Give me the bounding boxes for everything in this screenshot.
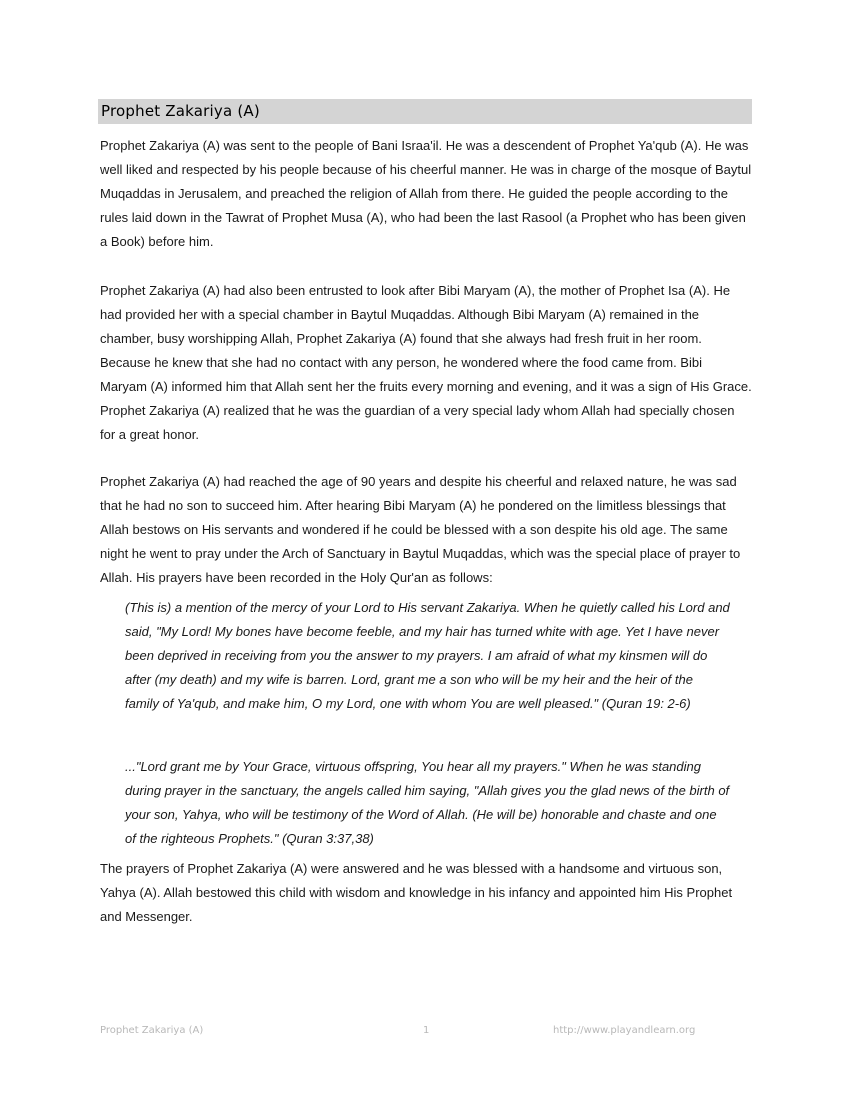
- quote-quran-19: (This is) a mention of the mercy of your Lord to His servant Zakariya. When he quietly called his Lord and said, "My Lord! My bones have become feeble, and my hair has turned white with age. Yet I have never been deprived in receiving from you the answer to my prayers. I am afraid of what my kinsmen will do after (my death) and my wife is barren. Lord, grant me a son who will be my heir and the heir of the family of Ya'qub, and make him, O my Lord, one with whom You are well pleased." (Quran 19: 2-6): [125, 600, 730, 711]
- footer-title: Prophet Zakariya (A): [100, 1025, 204, 1036]
- paragraph-answered: The prayers of Prophet Zakariya (A) were answered and he was blessed with a handsome and virtuous son, Yahya (A). Allah bestowed this child with wisdom and knowledge in his infancy and appointed him His Prophet and Messenger.: [100, 861, 733, 924]
- title-bar: [98, 99, 752, 124]
- quote-quran-3: ..."Lord grant me by Your Grace, virtuous offspring, You hear all my prayers." When he was standing during prayer in the sanctuary, the angels called him saying, "Allah gives you the glad news of the birth of your son, Yahya, who will be testimony of the Word of Allah. (He will be) honorable and chaste and one of the righteous Prophets." (Quran 3:37,38): [125, 759, 730, 846]
- footer-page-number: 1: [423, 1025, 430, 1036]
- paragraph-bibi-maryam: Prophet Zakariya (A) had also been entrusted to look after Bibi Maryam (A), the mother of Prophet Isa (A). He had provided her with a special chamber in Baytul Muqaddas. Although Bibi Maryam (A) remained in the chamber, busy worshipping Allah, Prophet Zakariya (A) found that she always had fresh fruit in her room. Because he knew that she had no contact with any person, he wondered where the food came from. Bibi Maryam (A) informed him that Allah sent her the fruits every morning and evening, and it was a sign of His Grace. Prophet Zakariya (A) realized that he was the guardian of a very special lady whom Allah had specially chosen for a great honor.: [100, 283, 752, 442]
- paragraph-intro: Prophet Zakariya (A) was sent to the people of Bani Israa'il. He was a descendent of Prophet Ya'qub (A). He was well liked and respected by his people because of his cheerful manner. He was in charge of the mosque of Baytul Muqaddas in Jerusalem, and preached the religion of Allah from there. He guided the people according to the rules laid down in the Tawrat of Prophet Musa (A), who had been the last Rasool (a Prophet who has been given a Book) before him.: [100, 138, 752, 249]
- footer-url: http://www.playandlearn.org: [553, 1025, 696, 1036]
- paragraph-prayer: Prophet Zakariya (A) had reached the age of 90 years and despite his cheerful and relaxed nature, he was sad that he had no son to succeed him. After hearing Bibi Maryam (A) he pondered on the limitless blessings that Allah bestows on His servants and wondered if he could be blessed with a son despite his old age. The same night he went to pray under the Arch of Sanctuary in Baytul Muqaddas, which was the special place of prayer to Allah. His prayers have been recorded in the Holy Qur'an as follows:: [100, 474, 741, 585]
- page-title: Prophet Zakariya (A): [101, 102, 260, 120]
